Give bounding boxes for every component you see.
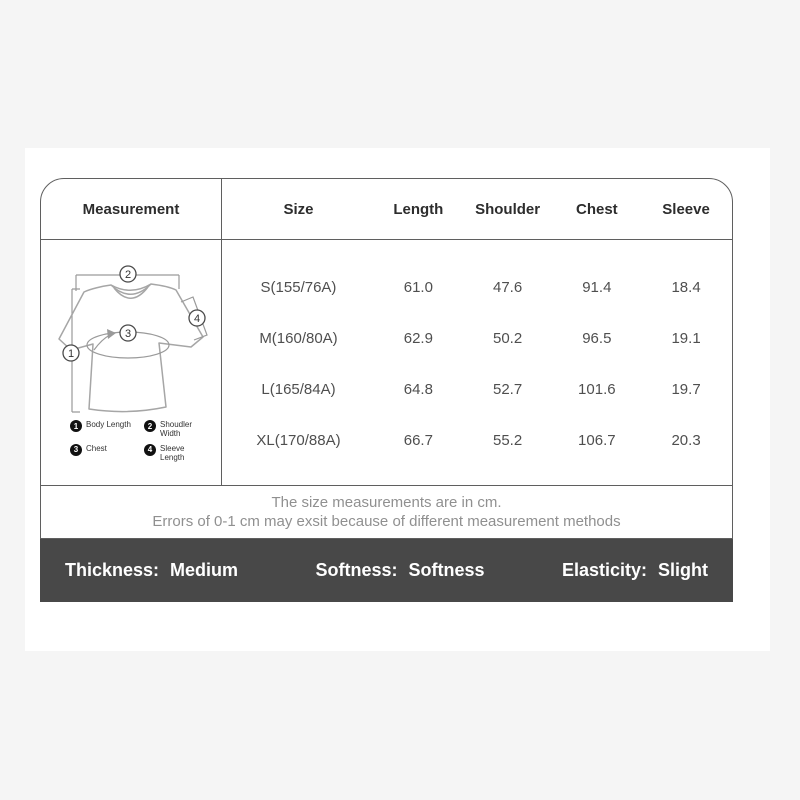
sleeve-cell: 19.1 <box>671 330 701 347</box>
marker-2-icon <box>120 266 136 282</box>
marker-4-icon <box>189 310 205 326</box>
legend-label: Shoudler Width <box>160 420 193 439</box>
column-header-shoulder: Shoulder <box>475 200 541 218</box>
table-body <box>222 240 732 485</box>
marker-3-icon <box>120 325 136 341</box>
notice-line-2: Errors of 0-1 cm may exsit because of different measurement methods <box>152 513 621 530</box>
shoulder-cell: 47.6 <box>492 279 523 296</box>
elasticity-value: Slight <box>658 560 708 580</box>
measurement-header: Measurement <box>41 179 221 240</box>
legend-num-1-icon: 1 <box>70 420 82 432</box>
softness-label: Softness: <box>315 560 398 580</box>
legend-num-2-icon: 2 <box>144 420 156 432</box>
svg-text:4: 4 <box>193 313 201 325</box>
chest-cell: 96.5 <box>582 330 612 347</box>
thickness-value: Medium <box>170 560 239 580</box>
legend-item-shoulder-width <box>144 420 206 439</box>
column-header-size: Size <box>283 200 314 218</box>
measurement-column <box>41 179 222 485</box>
column-header-chest: Chest <box>575 200 618 218</box>
size-chart-table <box>41 179 732 486</box>
fabric-attributes-bar <box>40 539 733 602</box>
size-chart-panel <box>25 148 770 651</box>
marker-1-icon <box>63 345 79 361</box>
shoulder-cell: 50.2 <box>492 330 523 347</box>
length-cell: 62.9 <box>403 330 433 347</box>
thickness-label: Thickness: <box>65 560 160 580</box>
chest-cell: 91.4 <box>582 279 612 296</box>
notice-line-1: The size measurements are in cm. <box>271 494 502 511</box>
legend-label: Body Length <box>86 420 131 429</box>
elasticity-label: Elasticity: <box>561 560 647 580</box>
shoulder-cell: 55.2 <box>492 432 523 449</box>
softness-value: Softness <box>408 560 485 580</box>
legend-label: Sleeve Length <box>160 443 185 463</box>
tshirt-diagram-icon <box>46 252 216 417</box>
sleeve-cell: 19.7 <box>671 381 701 398</box>
length-cell: 66.7 <box>403 432 433 449</box>
chest-cell: 101.6 <box>578 381 616 398</box>
column-header-sleeve: Sleeve <box>662 200 710 218</box>
svg-text:2: 2 <box>124 269 132 281</box>
legend-num-4-icon: 4 <box>144 444 156 456</box>
size-data-column <box>222 179 732 485</box>
svg-text:1: 1 <box>67 348 75 360</box>
thickness-attribute <box>65 560 238 581</box>
column-header-length: Length <box>393 200 444 218</box>
size-cell: S(155/76A) <box>260 279 337 296</box>
size-cell: L(165/84A) <box>261 381 336 398</box>
svg-text:3: 3 <box>124 328 132 340</box>
table-row <box>222 262 732 313</box>
length-cell: 64.8 <box>403 381 433 398</box>
softness-attribute <box>315 560 484 581</box>
table-row <box>222 364 732 415</box>
size-cell: M(160/80A) <box>259 330 338 347</box>
legend-num-3-icon: 3 <box>70 444 82 456</box>
chest-cell: 106.7 <box>578 432 616 449</box>
legend-item-chest <box>70 444 132 463</box>
length-cell: 61.0 <box>403 279 433 296</box>
sleeve-cell: 20.3 <box>671 432 701 449</box>
tshirt-measurement-diagram <box>41 240 221 485</box>
elasticity-attribute <box>562 560 708 581</box>
legend-item-body-length <box>70 420 132 439</box>
legend-label: Chest <box>86 443 107 453</box>
measurement-notice <box>41 486 732 538</box>
diagram-legend <box>70 420 206 463</box>
shoulder-cell: 52.7 <box>492 381 523 398</box>
legend-item-sleeve-length <box>144 444 206 463</box>
size-chart-box <box>40 178 733 539</box>
size-cell: XL(170/88A) <box>256 432 341 449</box>
table-row <box>222 415 732 466</box>
sleeve-cell: 18.4 <box>671 279 701 296</box>
table-row <box>222 313 732 364</box>
table-header-row <box>222 179 732 240</box>
